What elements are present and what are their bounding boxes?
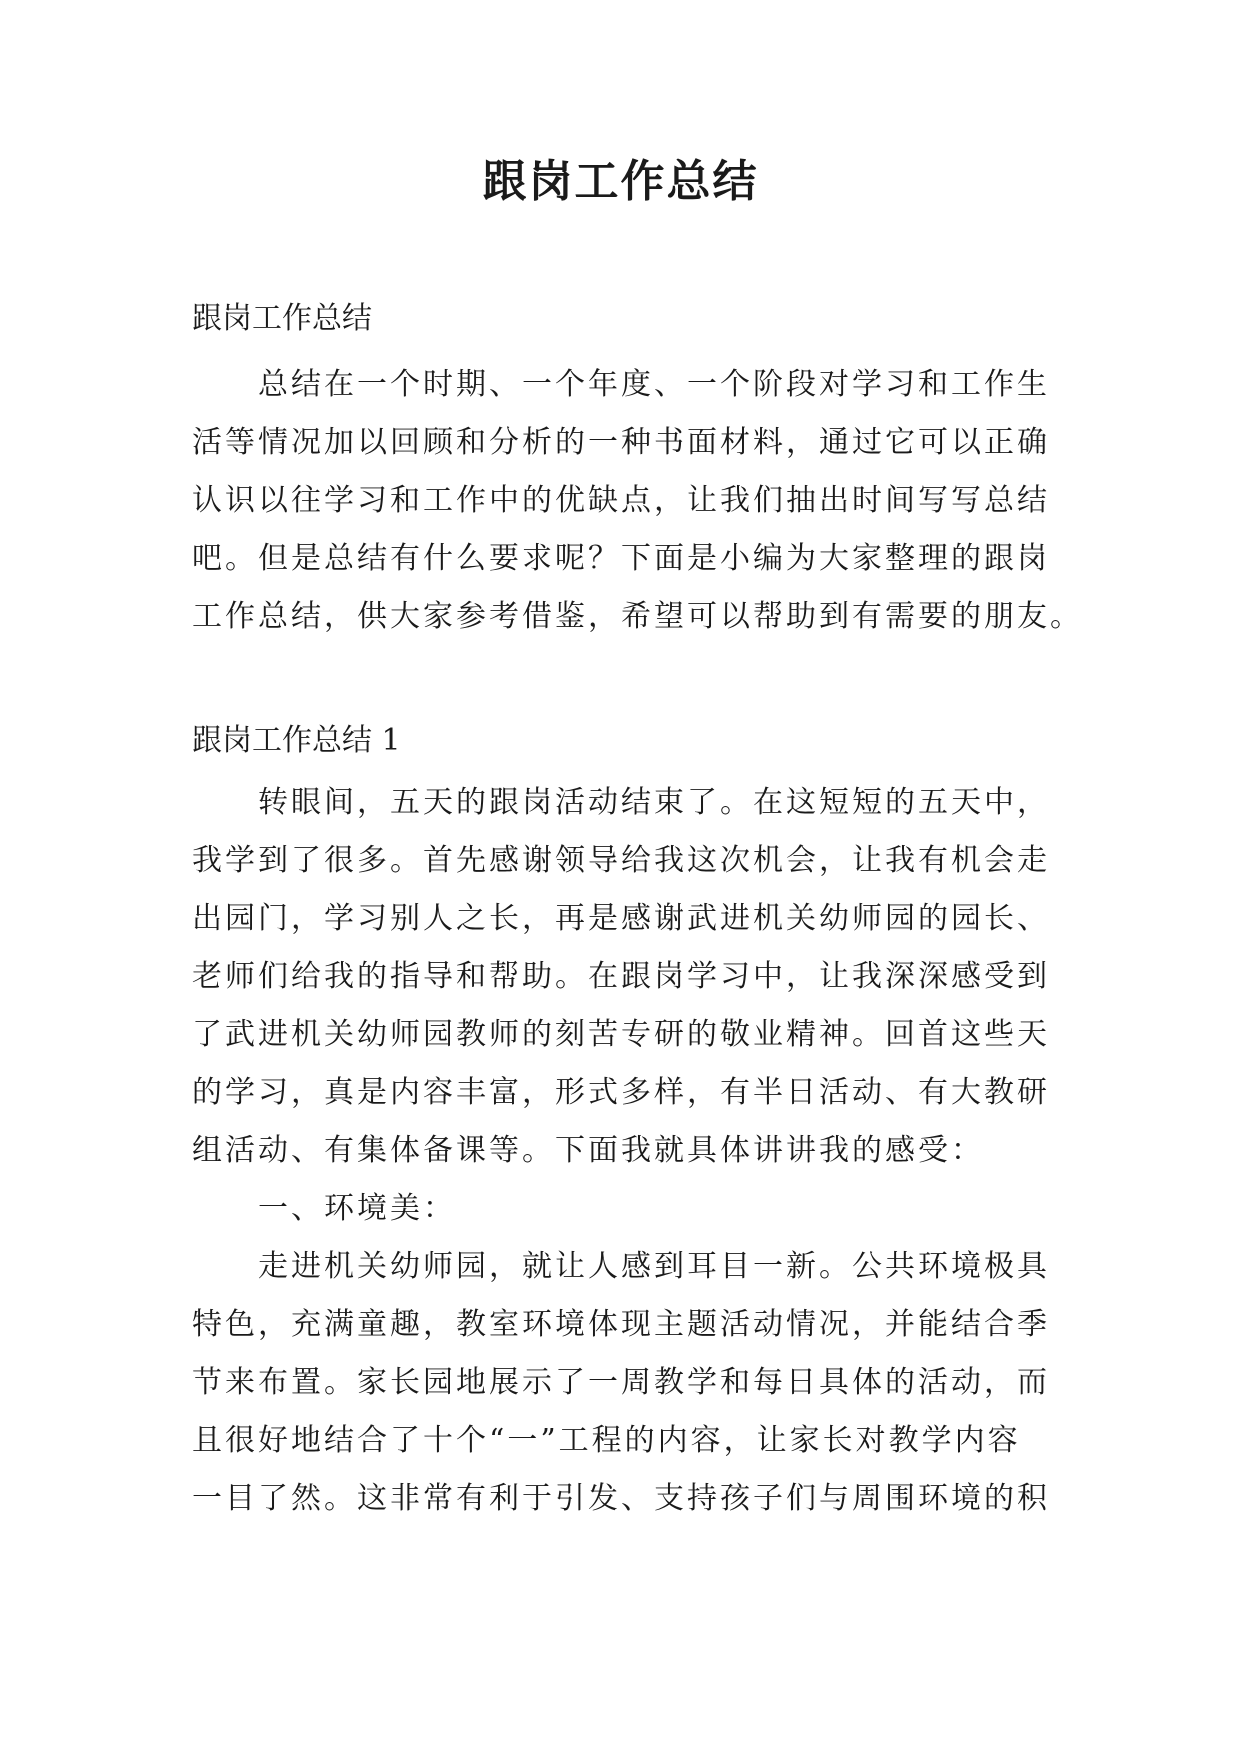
intro-line: 总结在一个时期、一个年度、一个阶段对学习和工作生 [258,367,1050,402]
paragraph-line: 且很好地结合了十个“一”工程的内容，让家长对教学内容 [192,1423,1021,1458]
paragraph-line: 的学习，真是内容丰富，形式多样，有半日活动、有大教研 [192,1075,1050,1110]
intro-line: 活等情况加以回顾和分析的一种书面材料，通过它可以正确 [192,425,1050,460]
section-heading: 跟岗工作总结 1 [192,723,401,758]
paragraph-line: 一目了然。这非常有利于引发、支持孩子们与周围环境的积 [192,1481,1050,1516]
paragraph-line: 节来布置。家长园地展示了一周教学和每日具体的活动，而 [192,1365,1050,1400]
paragraph-line: 了武进机关幼师园教师的刻苦专研的敬业精神。回首这些天 [192,1017,1050,1052]
paragraph-line: 走进机关幼师园，就让人感到耳目一新。公共环境极具 [258,1249,1050,1284]
paragraph-line: 我学到了很多。首先感谢领导给我这次机会，让我有机会走 [192,843,1050,878]
paragraph-line: 组活动、有集体备课等。下面我就具体讲讲我的感受： [192,1133,984,1168]
intro-line: 吧。但是总结有什么要求呢？下面是小编为大家整理的跟岗 [192,541,1050,576]
document-title: 跟岗工作总结 [482,156,759,207]
document-subtitle: 跟岗工作总结 [192,301,372,336]
section1-paragraph-2 [192,1238,1062,1528]
intro-line: 认识以往学习和工作中的优缺点，让我们抽出时间写写总结 [192,483,1050,518]
paragraph-line: 老师们给我的指导和帮助。在跟岗学习中，让我深深感受到 [192,959,1050,994]
paragraph-line: 出园门，学习别人之长，再是感谢武进机关幼师园的园长、 [192,901,1050,936]
intro-line: 工作总结，供大家参考借鉴，希望可以帮助到有需要的朋友。 [192,599,1083,634]
paragraph-line: 特色，充满童趣，教室环境体现主题活动情况，并能结合季 [192,1307,1050,1342]
subheading-environment: 一、环境美： [258,1191,456,1226]
section1-paragraph-1 [192,774,1062,1238]
intro-paragraph [192,356,1083,646]
paragraph-line: 转眼间，五天的跟岗活动结束了。在这短短的五天中， [258,785,1050,820]
